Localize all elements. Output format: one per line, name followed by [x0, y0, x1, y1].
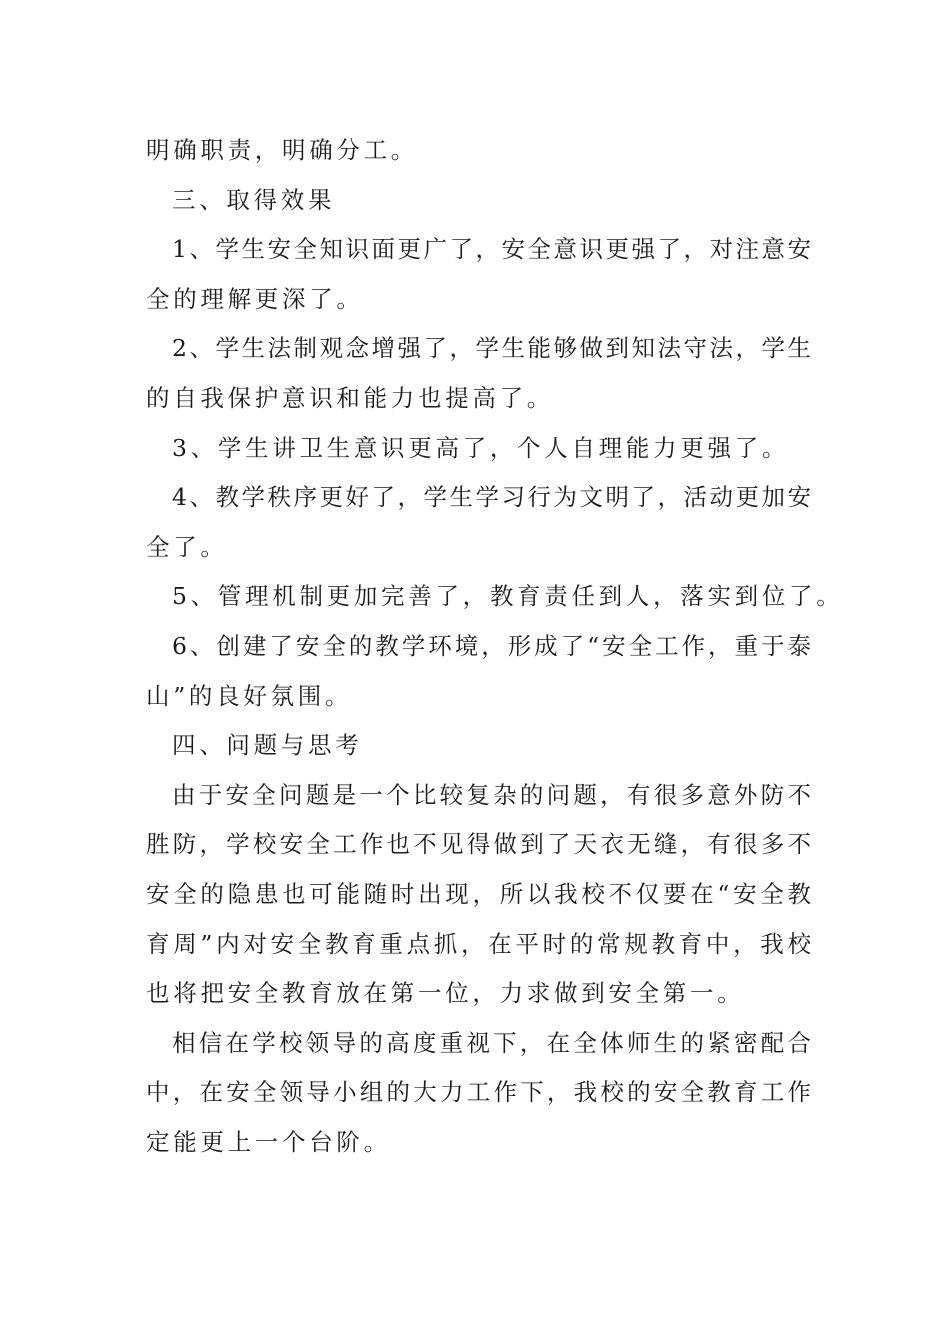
- text-line: 胜防，学校安全工作也不见得做到了天衣无缝，有很多不: [146, 830, 811, 859]
- text-line: 安全的隐患也可能随时出现，所以我校不仅要在“安全教: [146, 879, 811, 908]
- text-line: 三、取得效果: [172, 185, 336, 214]
- text-line: 1、学生安全知识面更广了，安全意识更强了，对注意安: [172, 235, 811, 264]
- text-line: 育周”内对安全教育重点抓，在平时的常规教育中，我校: [146, 929, 811, 958]
- text-line: 由于安全问题是一个比较复杂的问题，有很多意外防不: [172, 780, 811, 809]
- text-line: 山”的良好氛围。: [146, 681, 353, 710]
- text-line: 也将把安全教育放在第一位，力求做到安全第一。: [146, 979, 745, 1008]
- document-body: [146, 126, 844, 1167]
- text-line: 中，在安全领导小组的大力工作下，我校的安全教育工作: [146, 1078, 811, 1107]
- text-line: 5、管理机制更加完善了，教育责任到人，落实到位了。: [172, 582, 844, 611]
- text-line: 的自我保护意识和能力也提高了。: [146, 383, 554, 412]
- text-line: 全的理解更深了。: [146, 284, 364, 313]
- text-line: 3、学生讲卫生意识更高了，个人自理能力更强了。: [172, 433, 790, 462]
- text-line: 4、教学秩序更好了，学生学习行为文明了，活动更加安: [172, 483, 811, 512]
- text-line: 2、学生法制观念增强了，学生能够做到知法守法，学生: [172, 334, 811, 363]
- text-line: 定能更上一个台阶。: [146, 1127, 391, 1156]
- text-line: 全了。: [146, 532, 228, 561]
- text-line: 6、创建了安全的教学环境，形成了“安全工作，重于泰: [172, 631, 811, 660]
- text-line: 相信在学校领导的高度重视下，在全体师生的紧密配合: [172, 1028, 811, 1057]
- text-line: 四、问题与思考: [172, 731, 363, 760]
- text-line: 明确职责，明确分工。: [146, 136, 418, 164]
